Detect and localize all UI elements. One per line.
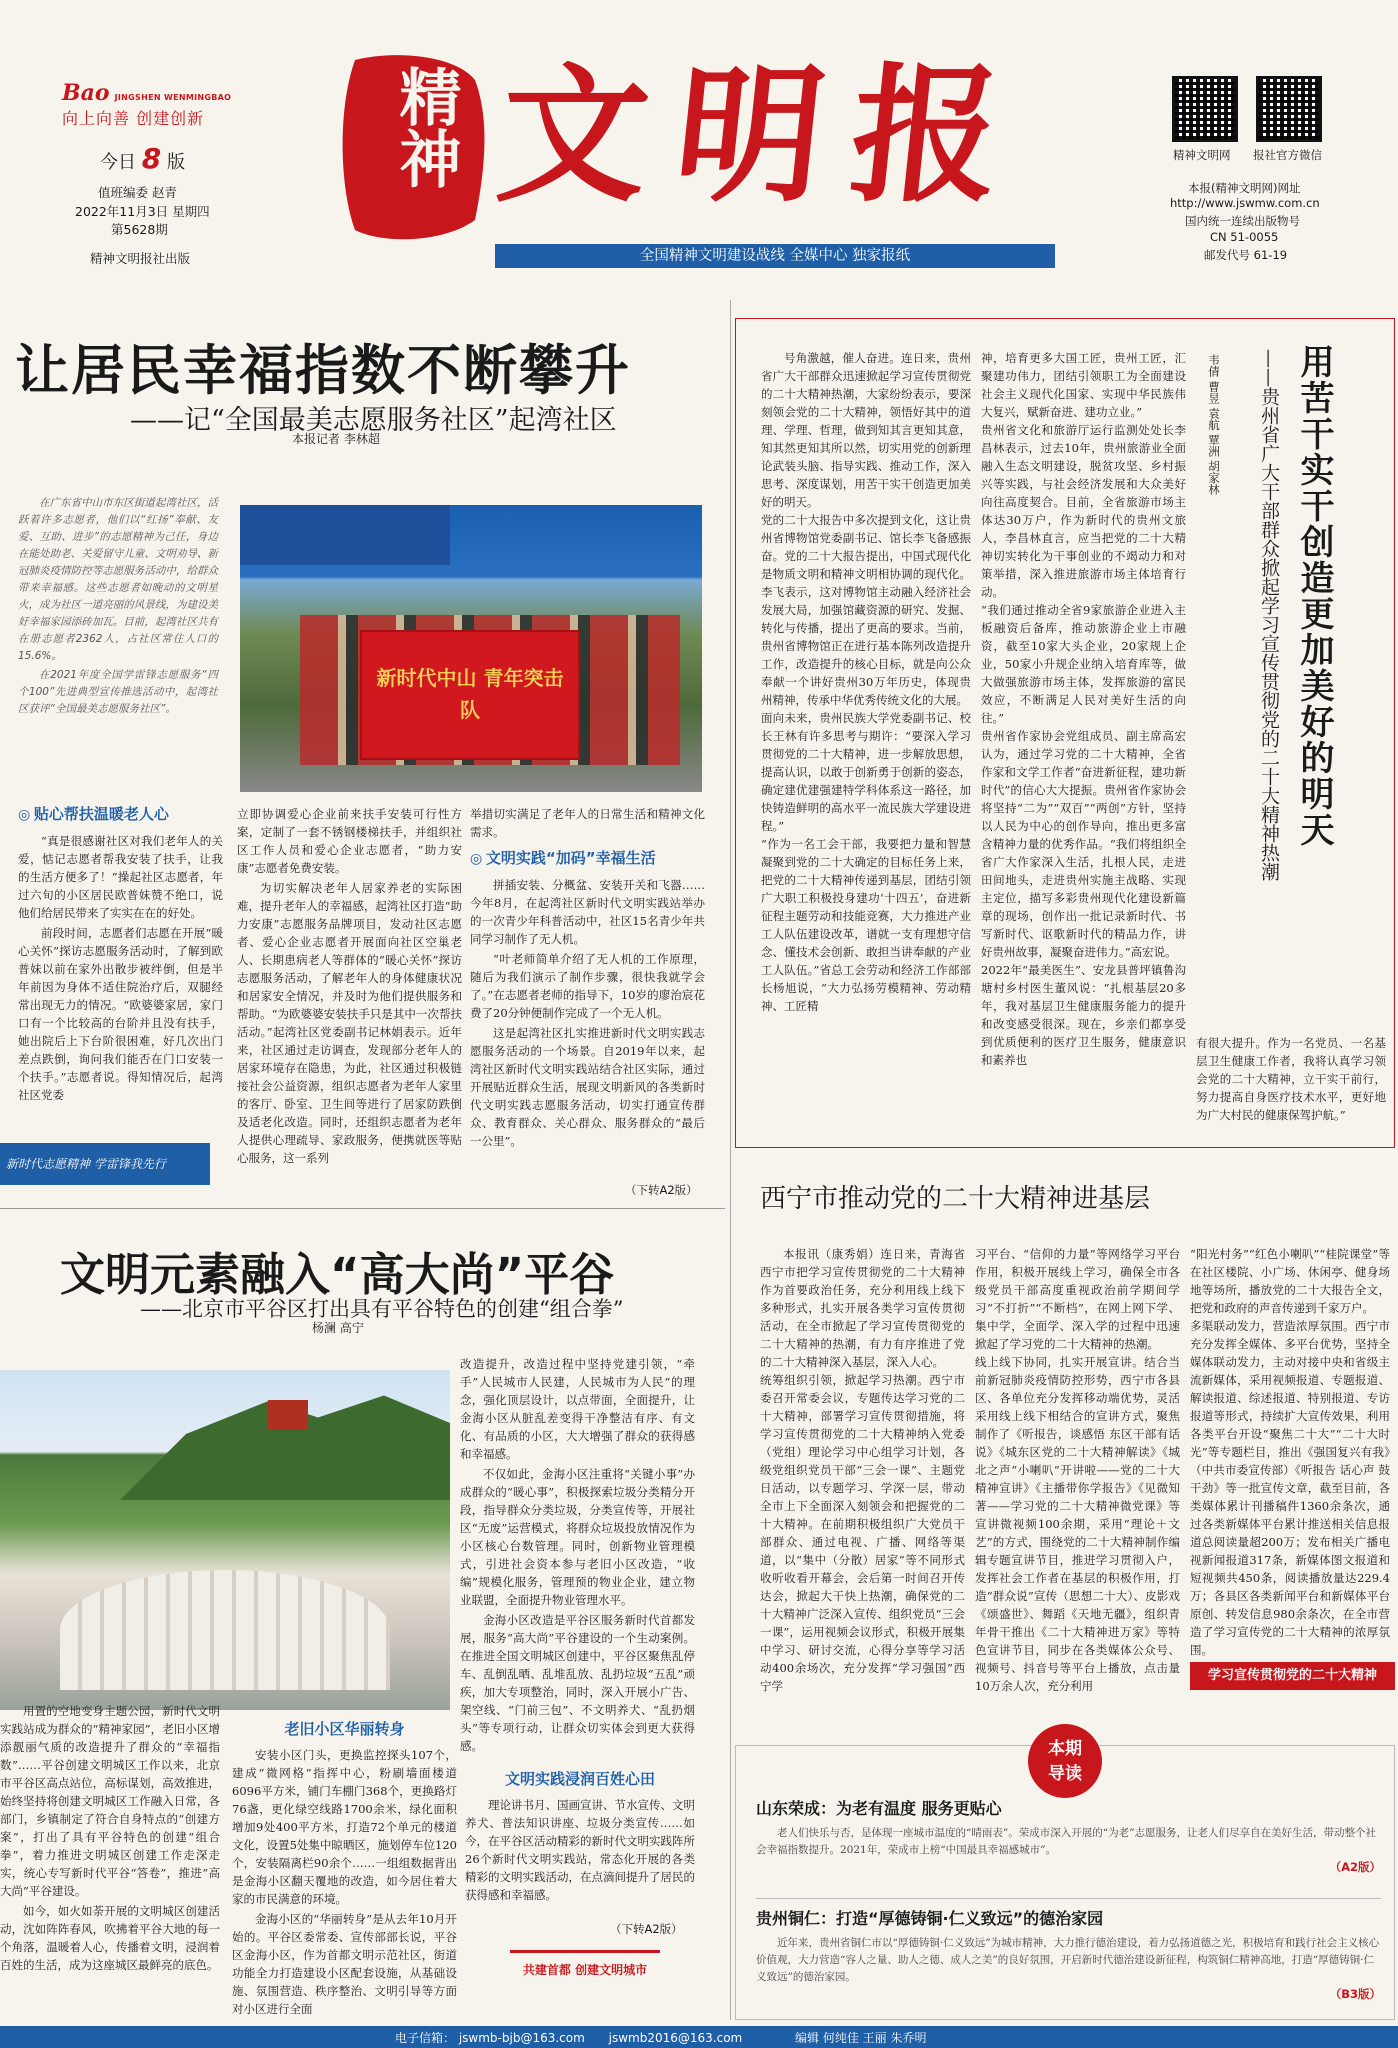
lead-col3: 举措切实满足了老年人的日常生活和精神文化需求。 ◎ 文明实践“加码”幸福生活 拼插安装、分概盆、安装开关和飞器……今年8月，在起湾社区新时代文明实践站举办的一次青少年科普活动中，社区15名青少年共同学习制作了无人机。 “叶老师简单介绍了无人机的工作原理，随后为我们演示了制作步骤，很快我就学会了。”在志愿者老师的指导下，10岁的廖治宸花费了20分钟便制作完成了一个无人机。 这是起湾社区扎实推进新时代文明实践志愿服务活动的一个场景。自2019年以来，起湾社区新时代文明实践站结合社区实际，通过开展贴近群众生活，展现文明新风的各类新时代文明实践志愿服务活动，切实打通宣传群众、教育群众、关心群众、服务群众的“最后一公里”。 — [470, 807, 705, 1148]
second-jump[interactable]: （下转A2版） — [610, 1922, 683, 1936]
banner-flag — [360, 630, 580, 760]
lead-intro: 在广东省中山市东区街道起湾社区，活跃着许多志愿者，他们以“红扬”奉献、友爱、互助、进步”的志愿精神为己任，身边在能处助老、关爱留守儿童、文明劝导、新冠肺炎疫情防控等志愿服务活动中，给群众带来幸福感。这些志愿者如晚动的文明星火，成为社区一道亮丽的风景线，为建设美好幸福家园添砖加瓦。目前，起湾社区共有在册志愿者2362人，占社区常住人口的15.6%。 在2021年度全国学雷锋志愿服务“四个100”先进典型宣传推选活动中，起湾社区获评“全国最美志愿服务社区”。 — [18, 497, 218, 715]
lead-jump[interactable]: （下转A2版） — [625, 1183, 698, 1197]
masthead — [0, 0, 1398, 285]
circle-icon: ◎ — [470, 851, 483, 867]
lead-subhead: ——记“全国最美志愿服务社区”起湾社区 — [130, 405, 617, 436]
slogan: 向上向善 创建创新 — [62, 109, 205, 128]
section-practice: ◎ 文明实践“加码”幸福生活 — [470, 849, 656, 867]
guide-item-1[interactable]: 山东荣成：为老有温度 服务更贴心 老人们快乐与否，是体现一座城市温度的“晴雨表”。荣成市深入开展的“为老”志愿服务，让老人们尽享自在美好生活，带动整个社会幸福指数提升。2021年，荣成市上榜“中国最具幸福感城市”。 （A2版） — [756, 1799, 1381, 1874]
right-top-col1: 号角激越，催人奋进。连日来，贵州省广大干部群众迅速掀起学习宣传贯彻党的二十大精神热潮，大家纷纷表示，要深刻领会党的二十大精神，领悟好其中的道理、学理、哲理，做到知其言更知其意，知其然更知其所以然，切实用党的创新理论武装头脑、指导实践、推动工作，深入思考、深度谋划，用苦干实干创造更加美好的明天。 党的二十大报告中多次提到文化，这让贵州省博物馆党委副书记、馆长李飞备感振奋。党的二十大报告提出，中国式现代化是物质文明和精神文明相协调的现代化。李飞表示，这对博物馆主动融入经济社会发展大局，加强馆藏资源的研究、发掘、转化与传播，提出了更高的要求。当前，贵州省博物馆正在进行基本陈列改造提升工作，改造提升的核心目标，就是向公众奉献一个讲好贵州30万年历史，体现贵州精神，传承中华优秀传统文化的大展。 面向未来，贵州民族大学党委副书记、校长王林有许多思考与期许：“要深入学习贯彻党的二十大精神，进一步解放思想，提高认识，以敢于创新勇于创新的姿态，确定建优建强建特学科体系这一路径，加快铸造鲜明的高水平一流民族大学建设进程。” “作为一名工会干部，我要把力量和智慧凝聚到党的二十大确定的目标任务上来，把党的二十大精神传递到基层，团结引领广大职工积极投身建功‘十四五’，奋进新征程主题劳动和技能竞赛，大力推进产业工人队伍建设改革，谱就一支有理想守信念、懂技术会创新、敢担当讲奉献的产业工人队伍。”省总工会劳动和经济工作部部长杨旭说，“大力弘扬劳模精神、劳动精神、工匠精 — [761, 351, 971, 1013]
issue-date: 2022年11月3日 星期四 — [75, 204, 210, 219]
title-seal — [335, 50, 490, 245]
pavilion — [268, 1400, 308, 1430]
duty-editor: 值班编委 赵青 — [98, 185, 177, 200]
logo-pinyin: JINGSHEN WENMINGBAO — [114, 93, 232, 102]
second-headline: 文明元素融入“高大尚”平谷 — [60, 1248, 615, 1301]
right-mid-col2: 习平台、“信仰的力量”等网络学习平台作用，积极开展线上学习，确保全市各级党员干部高度重视政治前学期间学习“不打折”“不断档”，在网上网下学、集中学，全面学、深入学的过程中迅速掀起了学习党的二十大精神的热潮。 线上线下协同，扎实开展宣讲。结合当前新冠肺炎疫情防控形势，西宁市各县区、各单位充分发挥移动端优势，灵活采用线上线下相结合的宣讲方式，聚焦制作了《听报告，谈感悟 东区干部有话说》《城东区党的二十大精神解读》《城北之声“小喇叭”开讲啦——党的二十大精神宣讲》《主播带你学报告》《见微知著——学习党的二十大精神微党课》等宣讲微视频100余期，采用“理论＋文艺”的方式，围绕党的二十大精神制作编辑专题宣讲节目，推进学习贯彻入户，发挥社会工作者在基层的积极作用，打造“群众说”宣传（思想二十大）、皮影戏《颂盛世》、舞蹈《天地无疆》，组织青年骨干推出《二十大精神进万家》等特色宣讲节目，同步在各类媒体公众号、视频号、抖音号等平台上播放，点击量10万余人次，充分利用 — [975, 1247, 1180, 1693]
post-code: 邮发代号 61-19 — [1204, 248, 1288, 262]
right-top-headline: 用苦干实干创造更加美好的明天 — [1294, 344, 1334, 848]
issue-number: 第5628期 — [111, 222, 168, 237]
divider — [730, 300, 731, 2020]
right-top-col3: 有很大提升。作为一名党员、一名基层卫生健康工作者，我将认真学习领会党的二十大精神，立干实干前行，努力提高自身医疗技术水平，更好地为广大村民的健康保驾护航。” — [1196, 1036, 1386, 1122]
right-mid-headline: 西宁市推动党的二十大精神进基层 — [760, 1184, 1151, 1214]
cn-number: CN 51-0055 — [1210, 230, 1279, 244]
second-col2: 老旧小区华丽转身 安装小区门头，更换监控探头107个，建成“微网格”指挥中心，粉刷墙面楼道6096平方米，铺门车棚门368个，更换路灯76盏，更化绿空线路1700余米，绿化面积增加9处400平方米，打造72个单元的楼道文化，设置5处集中晾晒区，施划停车位120个，安装隔离栏90余个……一组组数据背出是金海小区翻天覆地的改造，如今居住着大家的市民满意的环境。 金海小区的“华丽转身”是从去年10月开始的。平谷区委常委、宣传部部长说，平谷区金海小区，作为首都文明示范社区，街道功能全力打造建设小区配套设施，从基础设施、氛围营造、秩序整治、文明引导等方面对小区进行全面 — [232, 1720, 457, 2016]
lead-byline: 本报记者 李林超 — [292, 432, 380, 446]
title-red: 精神 — [389, 65, 462, 189]
footer-email: 电子信箱： jswmb-bjb@163.com jswmb2016@163.com — [395, 2031, 743, 2045]
section-old-community: 老旧小区华丽转身 — [284, 1720, 405, 1738]
site-url[interactable]: http://www.jswmw.com.cn — [1170, 196, 1320, 210]
lead-col1: ◎ 贴心帮扶温暖老人心 “真是很感谢社区对我们老年人的关爱，惦记志愿者帮我安装了扶手，让我的生活方便多了！”操起社区志愿者，年过六旬的小区居民欧普妹赞不绝口，说他们给居民带来了实实在在的好处。 前段时间，志愿者们志愿在开展“暖心关怀”探访志愿服务活动时，了解到欧普妹以前在家外出散步被绊倒，但是半年前因为身体不适住院治疗后，双腿经常出现无力的情况。“欧婆婆家居，家门口有一个比较高的台阶并且没有扶手，她出院后上下台阶很困难，好几次出门差点跌倒，询问我们能否在门口安装一个扶手。”志愿者说。得知情况后，起湾社区党委 — [18, 805, 223, 1102]
footer-editors: 编辑 何纯佳 王丽 朱乔明 — [795, 2031, 927, 2045]
guide-item-2[interactable]: 贵州铜仁：打造“厚德铸铜·仁义致远”的德治家园 近年来，贵州省铜仁市以“厚德铸铜·仁义致远”为城市精神，大力推行德治建设，着力弘扬道德之光，积极培育和践行社会主义核心价值观，大力营造“容人之量、助人之德、成人之美”的良好氛围，开启新时代德治建设新征程，构筑铜仁精神高地，打造“厚德铸铜·仁义致远”的德治家园。 （B3版） — [756, 1909, 1381, 2001]
section-civilization: 文明实践浸润百姓心田 — [504, 1770, 655, 1788]
lead-col2: 立即协调爱心企业前来扶手安装可行性方案，定制了一套不锈钢楼梯扶手，并组织社区工作人员和爱心企业志愿者，“助力安康”志愿者免费安装。 为切实解决老年人居家养老的实际困难，提升老年人的幸福感，起湾社区打造“助力安康”志愿服务品牌项目，发动社区志愿者、爱心企业志愿者开展面向社区空巢老人、长期患病老人等群体的“暖心关怀”探访志愿服务活动，了解老年人的身体健康状况和居家安全情况，并及时为他们提供服务和帮助。“为欧婆婆安装扶手只是其中一次帮扶活动。”起湾社区党委副书记林娟表示。近年来，社区通过走访调查，发现部分老年人的居家环境存在隐患，为此，社区通过积极链接社会公益资源，组织志愿者为老年人家里的客厅、卧室、卫生间等进行了居家防跌倒及适老化改造。同时，还组织志愿者为老年人提供心理疏导、家政服务，便携就医等贴心服务，这一系列 — [237, 807, 462, 1165]
second-photo — [0, 1370, 450, 1710]
qr-code-wechat[interactable] — [1256, 76, 1322, 142]
footer-bar — [0, 2026, 1398, 2048]
right-top-col2: 神，培育更多大国工匠，贵州工匠，汇聚建功伟力，团结引领职工为全面建设社会主义现代化国家、实现中华民族伟大复兴，赋新奋进、建功立业。” 贵州省文化和旅游厅运行监测处处长李昌林表示，过去10年，贵州旅游业全面融入生态文明建设，脱贫攻坚、乡村振兴等实践，与社会经济发展和大众美好向往高度契合。目前，全省旅游市场主体达30万户，作为新时代的贵州文旅人，李昌林直言，应当把党的二十大精神切实转化为干事创业的不竭动力和对策举措，深入推进旅游市场主体培育行动。 “我们通过推动全省9家旅游企业进入主板融资后备库，推动旅游企业上市融资，截至10家大头企业，20家规上企业，50家小升规企业纳入培育库等，做大做强旅游市场主体，发挥旅游的富民效应，不断满足人民对美好生活的向往。” 贵州省作家协会党组成员、副主席高宏认为，通过学习党的二十大精神，全省作家和文学工作者“奋进新征程，建功新时代”的信心大大提振。贵州省作家协会将坚持“二为”“双百”“两创”方针，坚持以人民为中心的创作导向，推出更多富含精神力量的优秀作品。“我们将组织全省广大作家深入生活，扎根人民，走进田间地头，走进贵州实施主战略、实现主定位，描写多彩贵州现代化建设新篇章的现场，创作出一批记录新时代、书写新时代、讴歌新时代的精品力作，讲好贵州故事，凝聚奋进伟力。”高宏说。 2022年“最美医生”、安龙县普坪镇鲁沟塘村乡村医生董风说：“扎根基层20多年，我对基层卫生健康服务能力的提升和改变感受很深。现在，乡亲们都享受到优质便利的医疗卫生服务，健康意识和素养也 — [981, 351, 1186, 1067]
publisher: 精神文明报社出版 — [90, 251, 191, 266]
guide-badge: 本期 导读 — [1028, 1724, 1102, 1798]
second-col-right-top: 改造提升，改造过程中坚持党建引领，“牵手”人民城市人民建，人民城市为人民“的理念，强化顶层设计，以点带面，全面提升，让金海小区从脏乱差变得干净整洁有序、有文化、有品质的小区，大大增强了群众的获得感和幸福感。 不仅如此，金海小区注重将“关键小事”办成群众的“暖心事”，积极探索垃圾分类精分开段，指导群众分类垃圾，分类宣传等，开展社区“无废”运营模式，将群众垃圾投放情况作为小区核心台数管理。同时，创新物业管理模式，引进社会资本参与老旧小区改造，“收编”规模化服务，管理预的物业企业，建立物业联盟，全面提升物业管理水平。 金海小区改造是平谷区服务新时代首都发展，服务“高大尚”平谷建设的一个生动案例。在推进全国文明城区创建中，平谷区聚焦乱停车、乱倒乱晒、乱堆乱放、乱扔垃圾“五乱”顽疾，加大专项整治，同时，深入开展小广告、架空线、“门前三包”、不文明养犬、“乱扔烟头”等专项行动，让群众切实体会到更大获得感。 — [460, 1357, 695, 1753]
right-top-byline: 韦倩 曹昱 袁航 覃洲 胡家林 — [1207, 354, 1221, 496]
volunteer-banner: 新时代志愿精神 学雷锋我先行 — [0, 1143, 210, 1185]
banner-text: 新时代中山 青年突击队 — [376, 666, 564, 722]
right-mid-col1: 本报讯（康秀娟）连日来，青海省西宁市把学习宣传贯彻党的二十大精神作为首要政治任务，充分利用线上线下多种形式，扎实开展各类学习宣传贯彻活动，在全市掀起了学习宣传贯彻党的二十大精神的热潮，有力有序推进了党的二十大精神深入基层，深入人心。 统筹组织引领，掀起学习热潮。西宁市委召开常委会议，专题传达学习党的二十大精神，部署学习宣传贯彻措施，将学习宣传贯彻党的二十大精神纳入党委（党组）理论学习中心组学习计划，各级党组织党员干部“三会一课”、主题党日活动，以专题学习、学深一层，带动全市上下全面深入刻领会和把握党的二十大精神。在前期积极组织广大党员干部群众、通过电视、广播、网络等渠道，以“集中（分散）居家”等不同形式收听收看开幕会，会后第一时间召开传达会，掀起大干快上热潮，确保党的二十大精神广泛深入宣传、组织党员“三会一课”，运用视频会议形式，积极开展集中学习、研讨交流，心得分享等学习活动400余场次，充分发挥“学习强国”西宁学 — [760, 1247, 965, 1693]
section-elderly: ◎ 贴心帮扶温暖老人心 — [18, 805, 169, 823]
divider — [0, 1208, 725, 1209]
second-article — [0, 1215, 725, 2015]
guide-box — [735, 1739, 1395, 2020]
tagline-bar — [495, 244, 1055, 268]
lead-headline: 让居民幸福指数不断攀升 — [15, 339, 631, 402]
right-top-subhead: ——贵州省广大干部群众掀起学习宣传贯彻党的二十大精神热潮 — [1258, 349, 1280, 881]
tagline: 全国精神文明建设战线 全媒中心 独家报纸 — [639, 248, 911, 264]
topic-tag: 学习宣传贯彻党的二十大精神 — [1190, 1662, 1395, 1690]
qr2-label: 报社官方微信 — [1253, 148, 1322, 162]
lead-article — [0, 310, 720, 1200]
pages-count: 今日 8 版 — [100, 142, 185, 175]
title-main: 文明报 — [490, 48, 1038, 222]
right-mid-article — [735, 1150, 1395, 1693]
capital-stamp: 共建首都 创建文明城市 — [510, 1950, 660, 2005]
plaza — [60, 1570, 390, 1690]
qr-code-site[interactable] — [1172, 76, 1238, 142]
tent — [240, 505, 450, 565]
right-mid-col3: “阳光村务”“红色小喇叭”“桂院课堂”等在社区楼院、小广场、休闲亭、健身场地等场所，播放党的二十大报告全文，把党和政府的声音传递到千家万户。 多渠联动发力，营造浓厚氛围。西宁市充分发挥全媒体、多平台优势，坚持全媒体联动发力，主动对接中央和省级主流新媒体，采用视频报道、专题报道、解读报道、综述报道、特别报道、专访报道等形式，持续扩大宣传效果，利用各类平台开设“聚焦二十大”“二十大时光”等专题栏目，推出《强国复兴有我》（中共市委宣传部）《听报告 话心声 鼓干劲》等一批宣传文章，截至目前，各类媒体累计刊播稿件1360余条次，通过各类新媒体平台累计推送相关信息报道总阅读量超200万；发布相关广播电视新闻报道317条，新媒体图文报道和短视频共450条，阅读播放量达229.4万；各县区各类新闻平台和新媒体平台原创、转发信息980余条次，在全市营造了学习宣传党的二十大精神的浓厚氛围。 — [1190, 1247, 1390, 1657]
divider — [756, 1898, 1381, 1899]
logo: Bao JINGSHEN WENMINGBAO — [62, 80, 232, 106]
right-top-article — [735, 318, 1395, 1148]
lead-photo — [240, 505, 702, 792]
cn-label: 国内统一连续出版物号 — [1185, 214, 1300, 228]
second-col1: 用置的空地变身主题公园，新时代文明实践站成为群众的“精神家园”，老旧小区增添靓丽气质的改造提升了群众的“幸福指数”……平谷创建文明城区工作以来，北京市平谷区高点站位，高标谋划，高效推进，始终坚持将创建文明城区工作融入日常，各部门，乡镇制定了符合自身特点的“创建方案”，打出了具有平谷特色的创建“组合拳”，着力推进文明城区创建工作走深走实，统心专写新时代平谷“答卷”，推进“高大尚”平谷建设。 如今，如火如荼开展的文明城区创建活动，沈如阵阵春风，吹拂着平谷大地的每一个角落，温暖着人心，传播着文明，浸润着百姓的生活，成为这座城区最鲜亮的底色。 — [0, 1704, 220, 1972]
second-subhead: ——北京市平谷区打出具有平谷特色的创建“组合拳” — [140, 1297, 624, 1321]
site-label: 本报(精神文明网)网址 — [1188, 181, 1301, 195]
second-col3: 文明实践浸润百姓心田 理论讲书月、国画宣讲、节水宣传、文明养犬、普法知识讲座、垃圾分类宣传……如今，在平谷区活动精彩的新时代文明实践阵所26个新时代文明实践站，常态化开展的各类精彩的文明实践活动，在点滴间提升了居民的获得感和幸福感。 — [465, 1770, 695, 1902]
second-byline: 杨澜 高宁 — [312, 1321, 364, 1335]
circle-icon: ◎ — [18, 807, 31, 823]
qr1-label: 精神文明网 — [1173, 148, 1231, 162]
